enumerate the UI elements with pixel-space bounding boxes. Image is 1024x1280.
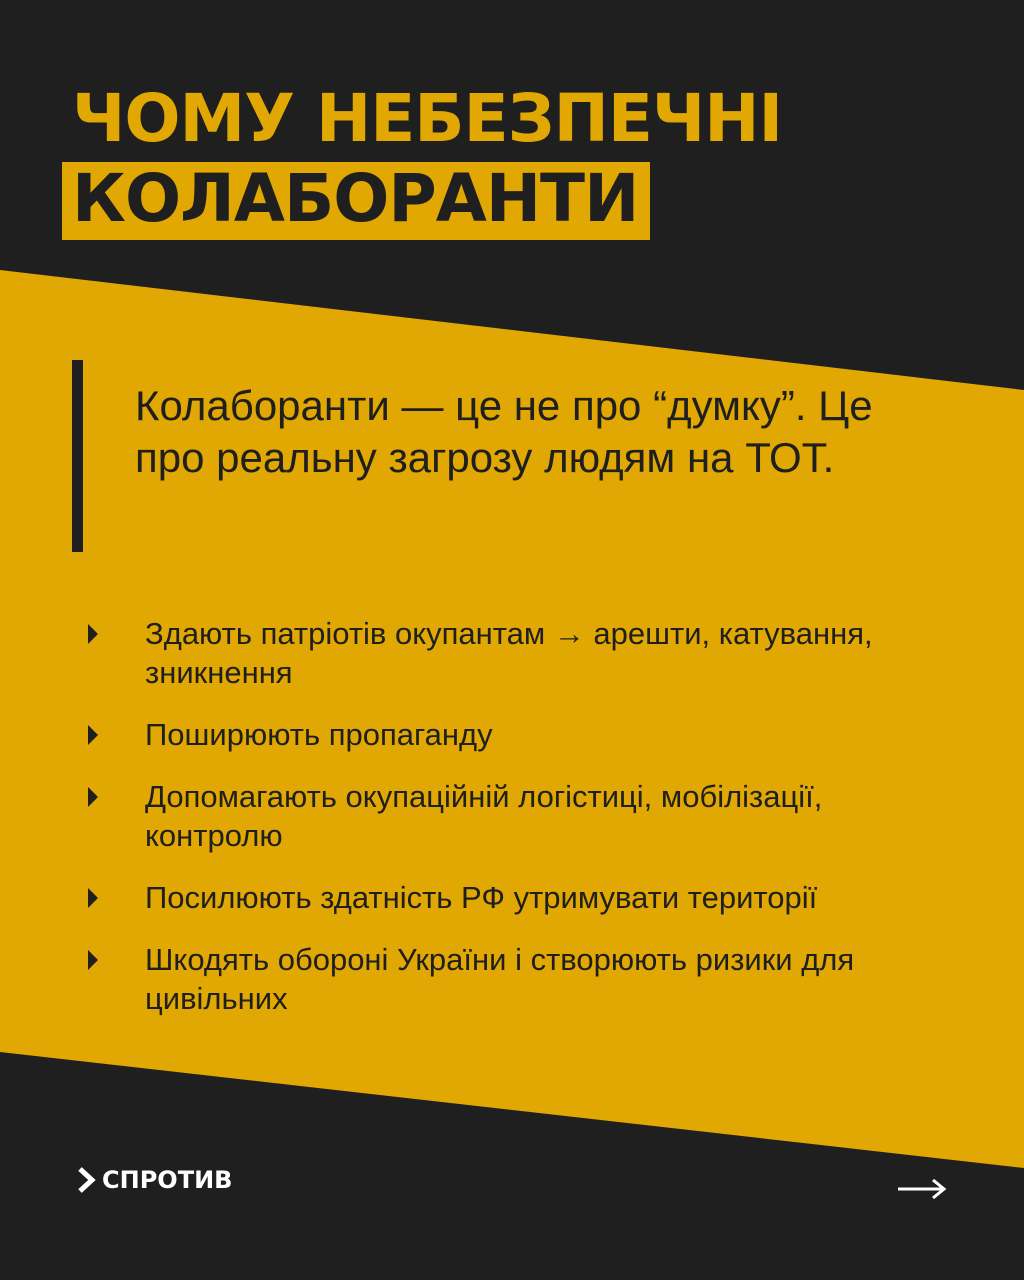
list-item-text: Посилюють здатність РФ утримувати території [145,880,818,915]
triangle-bullet-icon [88,950,98,970]
brand-logo [76,1166,232,1194]
chevron-right-icon [76,1166,98,1194]
page-title [62,80,783,240]
lead-statement: Колаборанти — це не про “думку”. Це про реальну загрозу людям на ТОТ. [135,382,873,481]
arrow-right-icon[interactable] [896,1176,948,1202]
brand-name: СПРОТИВ [102,1166,233,1194]
triangle-bullet-icon [88,624,98,644]
list-item [0,777,925,855]
triangle-bullet-icon [88,787,98,807]
triangle-bullet-icon [88,888,98,908]
list-item-text: Допомагають окупаційній логістиці, мобілізації, контролю [145,779,823,853]
list-item-text: Шкодять обороні України і створюють ризики для цивільних [145,942,855,1016]
title-line-2-highlighted: КОЛАБОРАНТИ [62,162,650,240]
list-item [0,614,925,692]
title-line-1: ЧОМУ НЕБЕЗПЕЧНІ [72,80,783,157]
list-item [0,940,925,1018]
list-item-text: Поширюють пропаганду [145,717,493,752]
quote-bar [72,360,83,552]
list-item [0,878,925,917]
triangle-bullet-icon [88,725,98,745]
list-item-text: Здають патріотів окупантам → арешти, катування, зникнення [145,616,873,690]
bullet-list [0,614,1024,1041]
list-item [0,715,925,754]
